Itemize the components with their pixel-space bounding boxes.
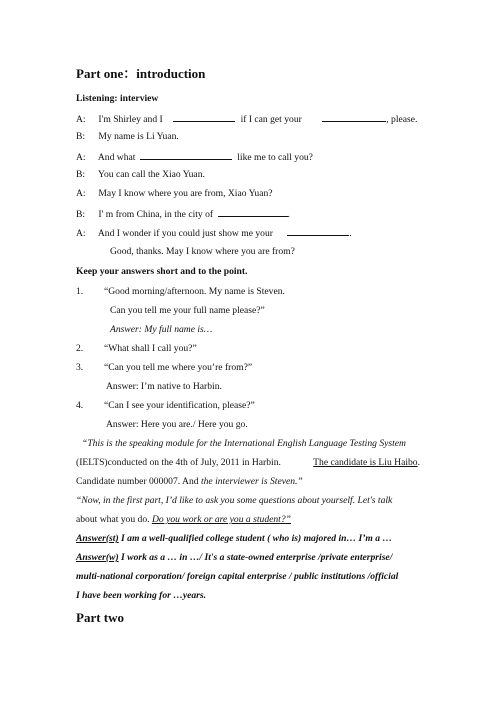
blank-field (322, 112, 386, 122)
answer-1: Answer: My full name is… (110, 324, 213, 335)
answer-worker-line-2: multi-national corporation/ foreign capital enterprise / public institutions /official (76, 571, 399, 582)
reply-line: Good, thanks. May I know where you are from? (110, 246, 295, 257)
blank-field (140, 150, 232, 160)
question-1: 1. “Good morning/afternoon. My name is Steven. (76, 286, 285, 297)
dialogue-line-5: A: May I know where you are from, Xiao Yuan? (76, 188, 273, 199)
instruction-heading: Keep your answers short and to the point. (76, 266, 248, 277)
part-two-title: Part two (76, 610, 125, 625)
question-2: 2. “What shall I call you?” (76, 343, 197, 354)
answer-worker-line-1: Answer(w) I work as a … in …/ It's a state-owned enterprise /private enterprise/ (76, 552, 393, 563)
answer-4: Answer: Here you are./ Here you go. (106, 419, 248, 430)
blank-field (287, 226, 349, 236)
answer-3: Answer: I’m native to Harbin. (106, 381, 222, 392)
blank-field (218, 207, 288, 217)
dialogue-line-2: B: My name is Li Yuan. (76, 131, 179, 142)
dialogue-line-7: A: And I wonder if you could just show me your . (76, 228, 352, 239)
question-1-cont: Can you tell me your full name please?” (110, 305, 265, 316)
listening-heading: Listening: interview (76, 93, 159, 104)
paragraph-2-line-2: about what you do. Do you work or are you a student?” (76, 514, 291, 525)
dialogue-line-3: A: And what like me to call you? (76, 152, 313, 163)
dialogue-line-1: A: I'm Shirley and I if I can get your , please. (76, 114, 418, 125)
paragraph-1-line-1: “This is the speaking module for the International English Language Testing System (82, 438, 406, 449)
dialogue-line-4: B: You can call the Xiao Yuan. (76, 169, 205, 180)
paragraph-1-line-3: Candidate number 000007. And the interviewer is Steven.” (76, 476, 303, 487)
dialogue-line-6: B: I' m from China, in the city of . (76, 209, 290, 220)
question-3: 3. “Can you tell me where you’re from?” (76, 362, 253, 373)
question-4: 4. “Can I see your identification, please?” (76, 400, 255, 411)
answer-student: Answer(st) I am a well-qualified college student ( who is) majored in… I’m a … (76, 533, 393, 544)
paragraph-2-line-1: “Now, in the first part, I’d like to ask you some questions about yourself. Let's talk (76, 495, 393, 506)
part-one-title: Part one：introduction (76, 66, 206, 81)
paragraph-1-line-2: (IELTS)conducted on the 4th of July, 2011 in Harbin. The candidate is Liu Haibo. (76, 457, 420, 468)
blank-field (173, 112, 235, 122)
answer-worker-line-3: I have been working for …years. (76, 590, 207, 601)
